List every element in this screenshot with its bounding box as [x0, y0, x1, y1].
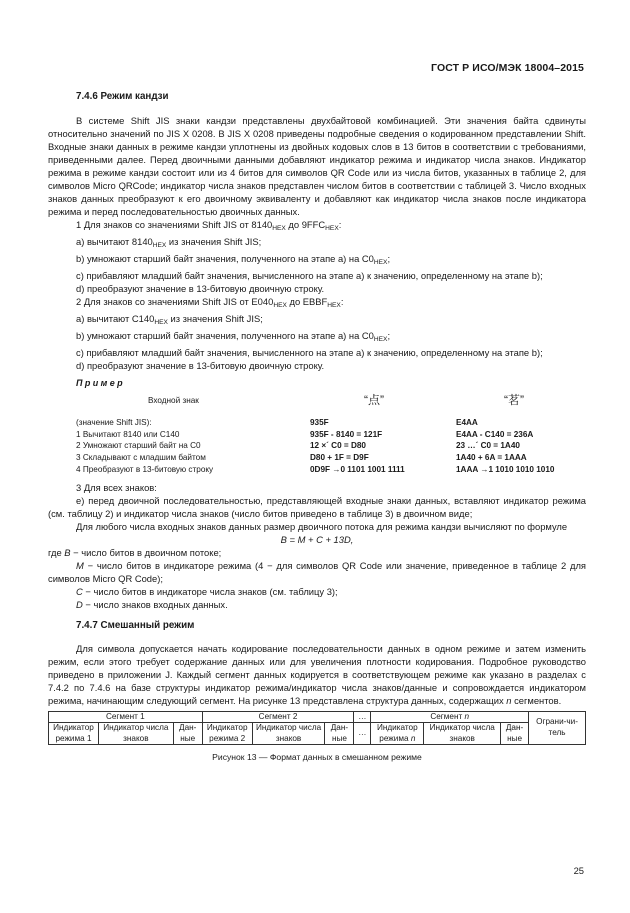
example-row	[76, 464, 554, 476]
def-c: C − число битов в индикаторе числа знаков (см. таблицу 3);	[76, 585, 338, 597]
example-char-1: “点”	[364, 393, 384, 407]
segment-ellipsis-fields: …	[354, 723, 371, 745]
segment-2-header: Сегмент 2	[202, 711, 354, 723]
segment-fields-row	[49, 723, 586, 745]
example-char-2: “茗”	[504, 393, 524, 407]
length-formula: B = M + C + 13D,	[280, 533, 354, 545]
example-row	[76, 452, 554, 464]
example-cell: 4 Преобразуют в 13-битовую строку	[76, 464, 214, 474]
rule2-step-b: b) умножают старший байт значения, полученного на этапе a) на $C0_{HEX}$;	[76, 330, 391, 343]
example-cell: 23 …´ C0 = 1A40	[456, 441, 520, 451]
example-col-label: Входной знак	[148, 396, 199, 405]
example-cell: 12 ×´ C0 = D80	[310, 441, 366, 451]
all-chars-step-e: e) перед двоичной последовательностью, представляющей входные знаки данных, вставляют индикатор режима (см. таблицу 2) и индикатор числа знаков (число битов приведено в таблице 3) в двоичном виде;	[48, 494, 586, 519]
data-1: Дан-ные	[173, 723, 202, 745]
data-2: Дан-ные	[325, 723, 354, 745]
example-cell: 2 Умножают старший байт на C0	[76, 441, 201, 451]
def-d: D − число знаков входных данных.	[76, 598, 228, 610]
rule2-step-a: a) вычитают $C140_{HEX}$ из значения Shift JIS;	[76, 313, 263, 326]
example-row	[76, 417, 554, 429]
rule2-step-c: c) прибавляют младший байт значения, вычисленного на этапе a) к значению, определенному на этапе b);	[76, 347, 543, 358]
segment-header-row	[49, 711, 586, 723]
example-cell: 1AAA →1 1010 1010 1010	[456, 464, 555, 474]
example-title: Пример	[76, 378, 126, 388]
terminator-cell: Ограни-читель	[529, 711, 586, 745]
count-indicator-n: Индикатор числа знаков	[424, 723, 501, 745]
standard-header: ГОСТ Р ИСО/МЭК 18004–2015	[431, 62, 584, 74]
example-cell: 935F - 8140 = 121F	[310, 429, 383, 439]
rule1-lead: 1 Для знаков со значениями Shift JIS от $8140_{HEX}$ до $9FFC_{HEX}$:	[76, 219, 342, 232]
mixed-mode-paragraph: Для символа допускается начать кодирование последовательности данных в одном режиме и затем изменить режим, если этого требует содержание данных или для увеличения плотности кодирования. Подробное руководство приведено в приложении J. Каждый сегмент данных кодируется в соответствующем режиме как указано в разделах с 7.4.2 по 7.4.6 на базе структуры индикатор режима/индикатор числа знаков/данные и сопровождается индикатором режима, начинающим следующий сегмент. На рисунке 13 представлена структура данных, содержащих n сегментов.	[48, 642, 586, 706]
section-title-7-4-6: 7.4.6 Режим кандзи	[76, 91, 169, 102]
example-cell: (значение Shift JIS):	[76, 418, 152, 427]
section-title-7-4-7: 7.4.7 Смешанный режим	[76, 619, 195, 631]
rule1-step-c: c) прибавляют младший байт значения, вычисленного на этапе a) к значению, определенному на этапе b);	[76, 270, 543, 281]
rule2-lead: 2 Для знаков со значениями Shift JIS от $E040_{HEX}$ до $EBBF_{HEX}$:	[76, 296, 344, 309]
figure-caption: Рисунок 13 — Формат данных в смешанном режиме	[212, 752, 422, 763]
page-number: 25	[573, 865, 584, 876]
rule2-step-d: d) преобразуют значение в 13-битовую двоичную строку.	[76, 360, 325, 371]
segment-ellipsis-header: …	[354, 711, 371, 723]
example-row	[76, 440, 554, 452]
rule1-step-b: b) умножают старший байт значения, полученного на этапе a) на $C0_{HEX}$;	[76, 253, 391, 266]
count-indicator-1: Индикатор числа знаков	[98, 723, 173, 745]
count-indicator-2: Индикатор числа знаков	[252, 723, 325, 745]
data-n: Дан-ные	[501, 723, 529, 745]
example-cell: E4AA	[456, 418, 478, 427]
example-cell: 0D9F →0 1101 1001 1111	[310, 464, 405, 474]
example-cell: 935F	[310, 418, 329, 427]
example-cell: 1 Вычитают 8140 или C140	[76, 429, 180, 439]
where-b: где B − число битов в двоичном потоке;	[48, 546, 222, 558]
mode-indicator-2: Индикатор режима 2	[202, 723, 252, 745]
example-table	[76, 395, 554, 476]
page-content	[48, 90, 586, 764]
example-cell: E4AA - C140 = 236A	[456, 429, 534, 439]
length-text: Для любого числа входных знаков данных размер двоичного потока для режима кандзи вычисляют по формуле	[76, 520, 568, 532]
rule1-step-d: d) преобразуют значение в 13-битовую двоичную строку.	[76, 283, 325, 294]
rule1-step-a: a) вычитают $8140_{HEX}$ из значения Shift JIS;	[76, 236, 262, 249]
all-chars-lead: 3 Для всех знаков:	[76, 481, 157, 493]
mixed-mode-figure-table	[48, 711, 586, 746]
mode-indicator-1: Индикатор режима 1	[49, 723, 99, 745]
def-m: M − число битов в индикаторе режима (4 − для символов QR Code или значение, приведенное в таблице 2 для символов Micro QR Code);	[48, 559, 586, 584]
example-cell: 1A40 + 6A = 1AAA	[456, 453, 527, 463]
segment-1-header: Сегмент 1	[49, 711, 203, 723]
example-header-row	[76, 395, 554, 417]
segment-n-header: Сегмент n	[371, 711, 529, 723]
example-cell: 3 Складывают с младшим байтом	[76, 453, 206, 463]
example-cell: D80 + 1F = D9F	[310, 453, 369, 463]
intro-paragraph: В системе Shift JIS знаки кандзи представлены двухбайтовой комбинацией. Эти значения байта сдвинуты относительно значений по JIS X 0208. В JIS X 0208 приведены подробные сведения о кодированном представлении Shift. Входные знаки данных в режиме кандзи уплотнены из двойных кодовых слов в 13 битов в соответствии с требованиями, приведенными далее. Перед двоичными данными добавляют индикатор режима и индикатор числа знаков. Индикатор режима в режиме кандзи состоит или из 4 битов для символов QR Code или из числа битов, указанных в таблице 2, для символов Micro QRCode; индикатор числа знаков представлен числом битов в соответствии с таблицей 3. Число входных знаков данных преобразуют к его двоичному эквиваленту и добавляют как индикатор числа знаков после индикатора режима и перед последовательностью двоичных данных.	[48, 115, 586, 217]
mode-indicator-n: Индикатор режима n	[371, 723, 424, 745]
example-row	[76, 429, 554, 441]
